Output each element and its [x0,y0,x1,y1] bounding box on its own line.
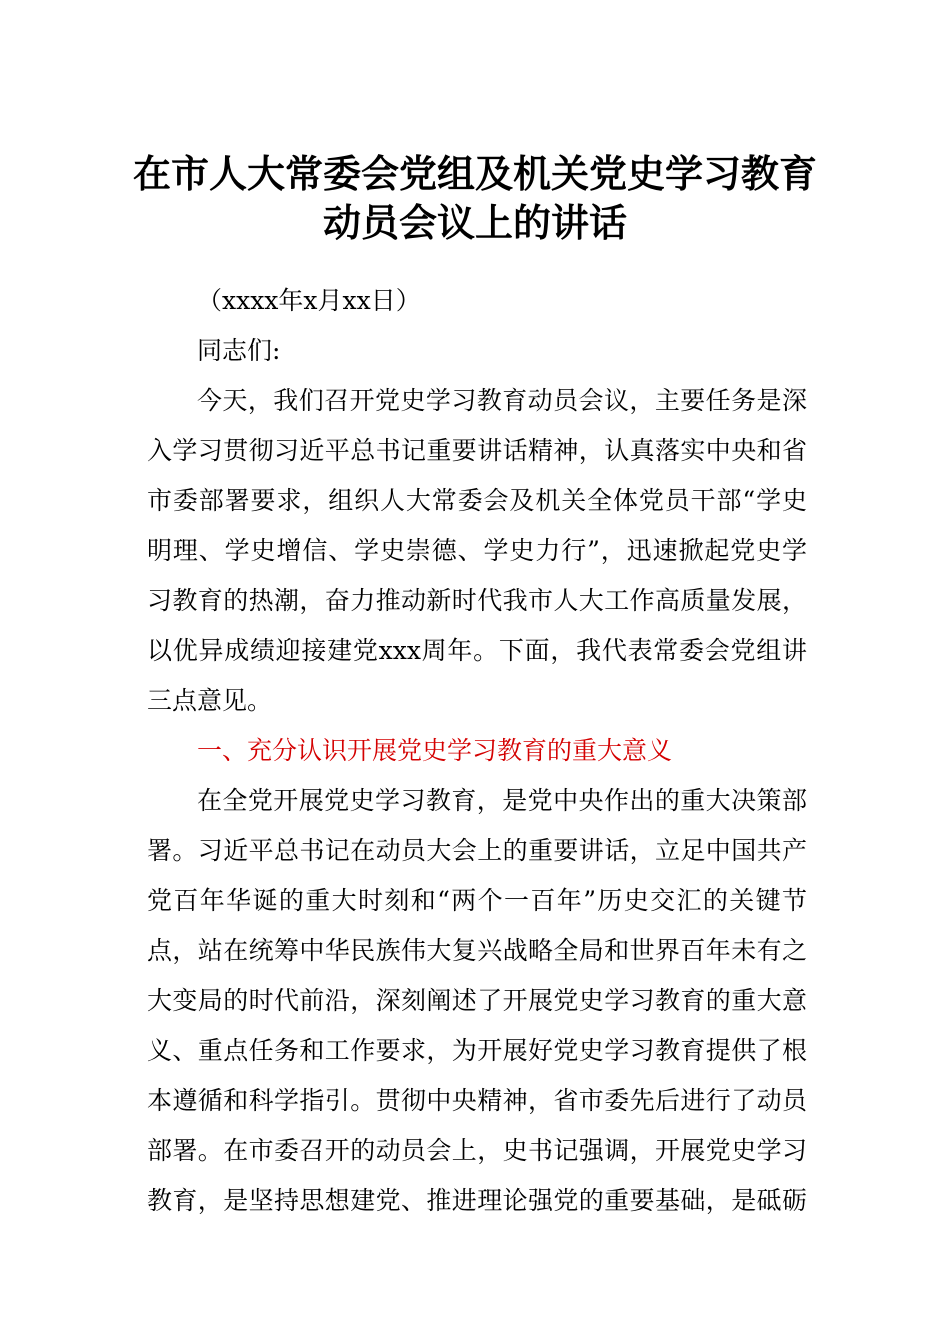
paragraph-line: 入学习贯彻习近平总书记重要讲话精神，认真落实中央和省 [147,436,807,465]
paragraph-line: 以优异成绩迎接建党xxx周年。下面，我代表常委会党组讲 [147,636,807,665]
paragraph-line: 党百年华诞的重大时刻和“两个一百年”历史交汇的关键节 [147,886,807,915]
paragraph-line: 本遵循和科学指引。贯彻中央精神，省市委先后进行了动员 [147,1086,807,1115]
paragraph-line: 习教育的热潮，奋力推动新时代我市人大工作高质量发展， [147,586,807,615]
paragraph-line: 部署。在市委召开的动员会上，史书记强调，开展党史学习 [147,1136,807,1165]
paragraph-line: 点，站在统筹中华民族伟大复兴战略全局和世界百年未有之 [147,936,807,965]
paragraph-line: 今天，我们召开党史学习教育动员会议，主要任务是深 [197,386,807,415]
paragraph-line: 市委部署要求，组织人大常委会及机关全体党员干部“学史 [147,486,807,515]
paragraph-line: 教育，是坚持思想建党、推进理论强党的重要基础，是砥砺 [147,1186,807,1215]
speech-date: （xxxx年x月xx日） [197,286,421,315]
section-heading: 一、充分认识开展党史学习教育的重大意义 [197,736,673,765]
salutation: 同志们: [197,336,281,365]
paragraph-line: 大变局的时代前沿，深刻阐述了开展党史学习教育的重大意 [147,986,807,1015]
document-title-line-1: 在市人大常委会党组及机关党史学习教育 [132,151,817,196]
document-title-line-2: 动员会议上的讲话 [322,200,627,245]
paragraph-line: 在全党开展党史学习教育，是党中央作出的重大决策部 [197,786,807,815]
paragraph-line: 三点意见。 [147,686,273,715]
paragraph-line: 明理、学史增信、学史崇德、学史力行”，迅速掀起党史学 [147,536,807,565]
paragraph-line: 署。习近平总书记在动员大会上的重要讲话，立足中国共产 [147,836,807,865]
paragraph-line: 义、重点任务和工作要求，为开展好党史学习教育提供了根 [147,1036,807,1065]
